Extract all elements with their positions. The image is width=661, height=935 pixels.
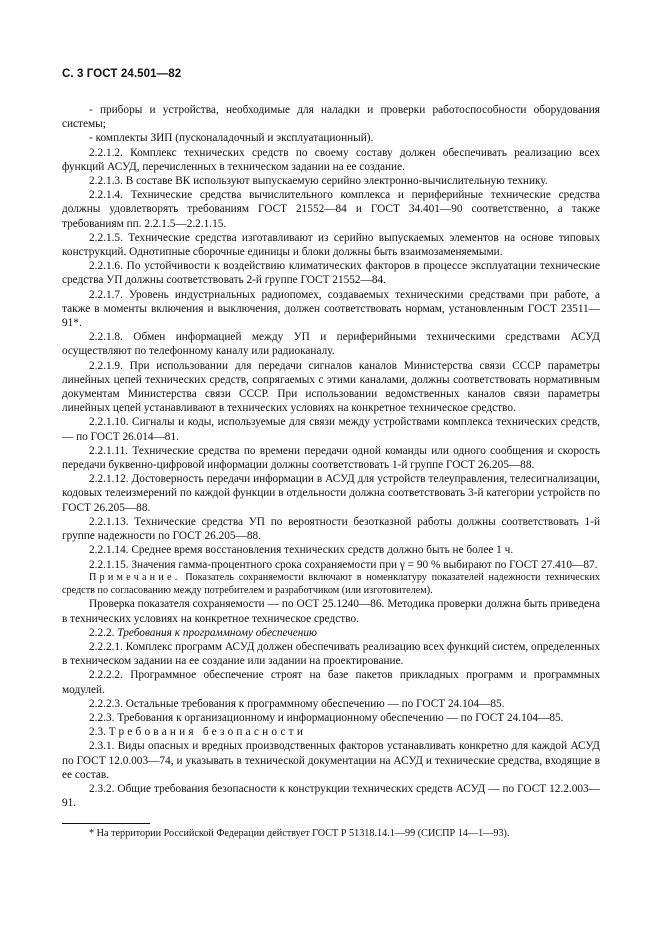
paragraph: 2.2.1.4. Технические средства вычислительного комплекса и периферийные технические средства должны удовлетворять требованиям ГОСТ 21552—84 и ГОСТ 34.401—90 соответственно, а также требованиям пп. 2.2.1.5—2.2.1.15.: [62, 189, 600, 230]
section-number: 2.3.: [89, 726, 106, 739]
note-label: Примечание.: [89, 571, 181, 583]
paragraph: 2.2.3. Требования к организационному и информационному обеспечению — по ГОСТ 24.104—85.: [89, 711, 564, 724]
paragraph: 2.2.1.13. Технические средства УП по вероятности безотказной работы должны соответствовать 1-й группе надежности по ГОСТ 26.205—88.: [62, 515, 600, 543]
paragraph: 2.2.2.1. Комплекс программ АСУД должен обеспечивать реализацию всех функций систем, определенных в техническом задании на ее создание или задании на проектирование.: [62, 640, 600, 668]
paragraph: - комплекты ЗИП (пусконаладочный и эксплуатационный).: [89, 132, 374, 145]
paragraph: 2.2.1.14. Среднее время восстановления технических средств должно быть не более 1 ч.: [89, 544, 514, 557]
page-header: С. 3 ГОСТ 24.501—82: [62, 68, 182, 80]
paragraph: 2.3.2. Общие требования безопасности к конструкции технических средств АСУД — по ГОСТ 12.2.003—91.: [62, 782, 600, 810]
paragraph: 2.3.1. Виды опасных и вредных производственных факторов устанавливать конкретно для каждой АСУД по ГОСТ 12.0.003—74, и указывать в технической документации на АСУД и технические средства, входящие в ее состав.: [62, 740, 600, 781]
paragraph: 2.2.1.10. Сигналы и коды, используемые для связи между устройствами комплекса технических средств, — по ГОСТ 26.014—81.: [62, 416, 600, 443]
section-title: Требования к программному обеспечению: [117, 626, 317, 639]
paragraph: 2.2.1.12. Достоверность передачи информации в АСУД для устройств телеуправления, телесигнализации, кодовых телеизмерений по каждой функции в отдельности должна соответствовать 3-й категории устройств по ГОСТ 26.205—88.: [62, 473, 600, 514]
footnote: * На территории Российской Федерации действует ГОСТ Р 51318.14.1—99 (СИСПР 14—1—93).: [89, 828, 510, 839]
paragraph: 2.2.1.2. Комплекс технических средств по своему составу должен обеспечивать реализацию всех функций АСУД, перечисленных в техническом задании на ее создание.: [62, 146, 600, 173]
paragraph: 2.2.1.3. В составе ВК используют выпускаемую серийно электронно-вычислительную технику.: [89, 175, 548, 188]
note-text: Показатель сохраняемости включают в номенклатуру показателей надежности технических средств по согласованию между потребителем и разработчиком (или изготовителем).: [62, 571, 600, 596]
section-heading-2-3: [62, 725, 600, 739]
paragraph: Проверка показателя сохраняемости — по ОСТ 25.1240—86. Методика проверки должна быть приведена в технических условиях на конкретное техническое средство.: [62, 598, 600, 625]
footnote-divider: [62, 823, 150, 824]
section-number: 2.2.2.: [89, 626, 115, 639]
paragraph: 2.2.1.8. Обмен информацией между УП и периферийными техническими средствами АСУД осуществляют по телефонному каналу или радиоканалу.: [62, 331, 600, 358]
paragraph: 2.2.1.11. Технические средства по времени передачи одной команды или одного сообщения и скорость передачи буквенно-цифровой информации должны соответствовать 1-й группе ГОСТ 26.205—88.: [62, 444, 600, 472]
paragraph: - приборы и устройства, необходимые для наладки и проверки работоспособности оборудования системы;: [62, 104, 600, 131]
section-title: Требования безопасности: [108, 726, 307, 739]
paragraph: 2.2.2.2. Программное обеспечение строят на базе пакетов прикладных программ и программных модулей.: [62, 669, 600, 696]
paragraph: 2.2.1.5. Технические средства изготавливают из серийно выпускаемых элементов на основе типовых конструкций. Однотипные сборочные единицы и блоки должны быть взаимозаменяемыми.: [62, 231, 600, 259]
paragraph: 2.2.2.3. Остальные требования к программному обеспечению — по ГОСТ 24.104—85.: [89, 697, 505, 710]
section-heading-2-2-2: [62, 626, 600, 640]
paragraph: 2.2.1.6. По устойчивости к воздействию климатических факторов в процессе эксплуатации технические средства УП должны соответствовать 2-й группе ГОСТ 21552—84.: [62, 260, 600, 287]
paragraph: 2.2.1.7. Уровень индустриальных радиопомех, создаваемых техническими средствами при работе, а также в моменты включения и выключения, должен соответствовать нормам, установленным ГОСТ 23511—91*.: [62, 288, 600, 330]
document-body: [62, 103, 600, 810]
paragraph: 2.2.1.9. При использовании для передачи сигналов каналов Министерства связи СССР параметры линейных цепей технических средств, сопрягаемых с этими каналами, должны соответствовать нормативным документам Министерства связи СССР. При использовании ведомственных каналов связи параметры линейных цепей устанавливают в технических условиях на конкретное техническое средство.: [62, 359, 600, 415]
note: [62, 572, 600, 598]
paragraph: 2.2.1.15. Значения гамма-процентного срока сохраняемости при γ = 90 % выбирают по ГОСТ 27.410—87.: [89, 558, 598, 571]
